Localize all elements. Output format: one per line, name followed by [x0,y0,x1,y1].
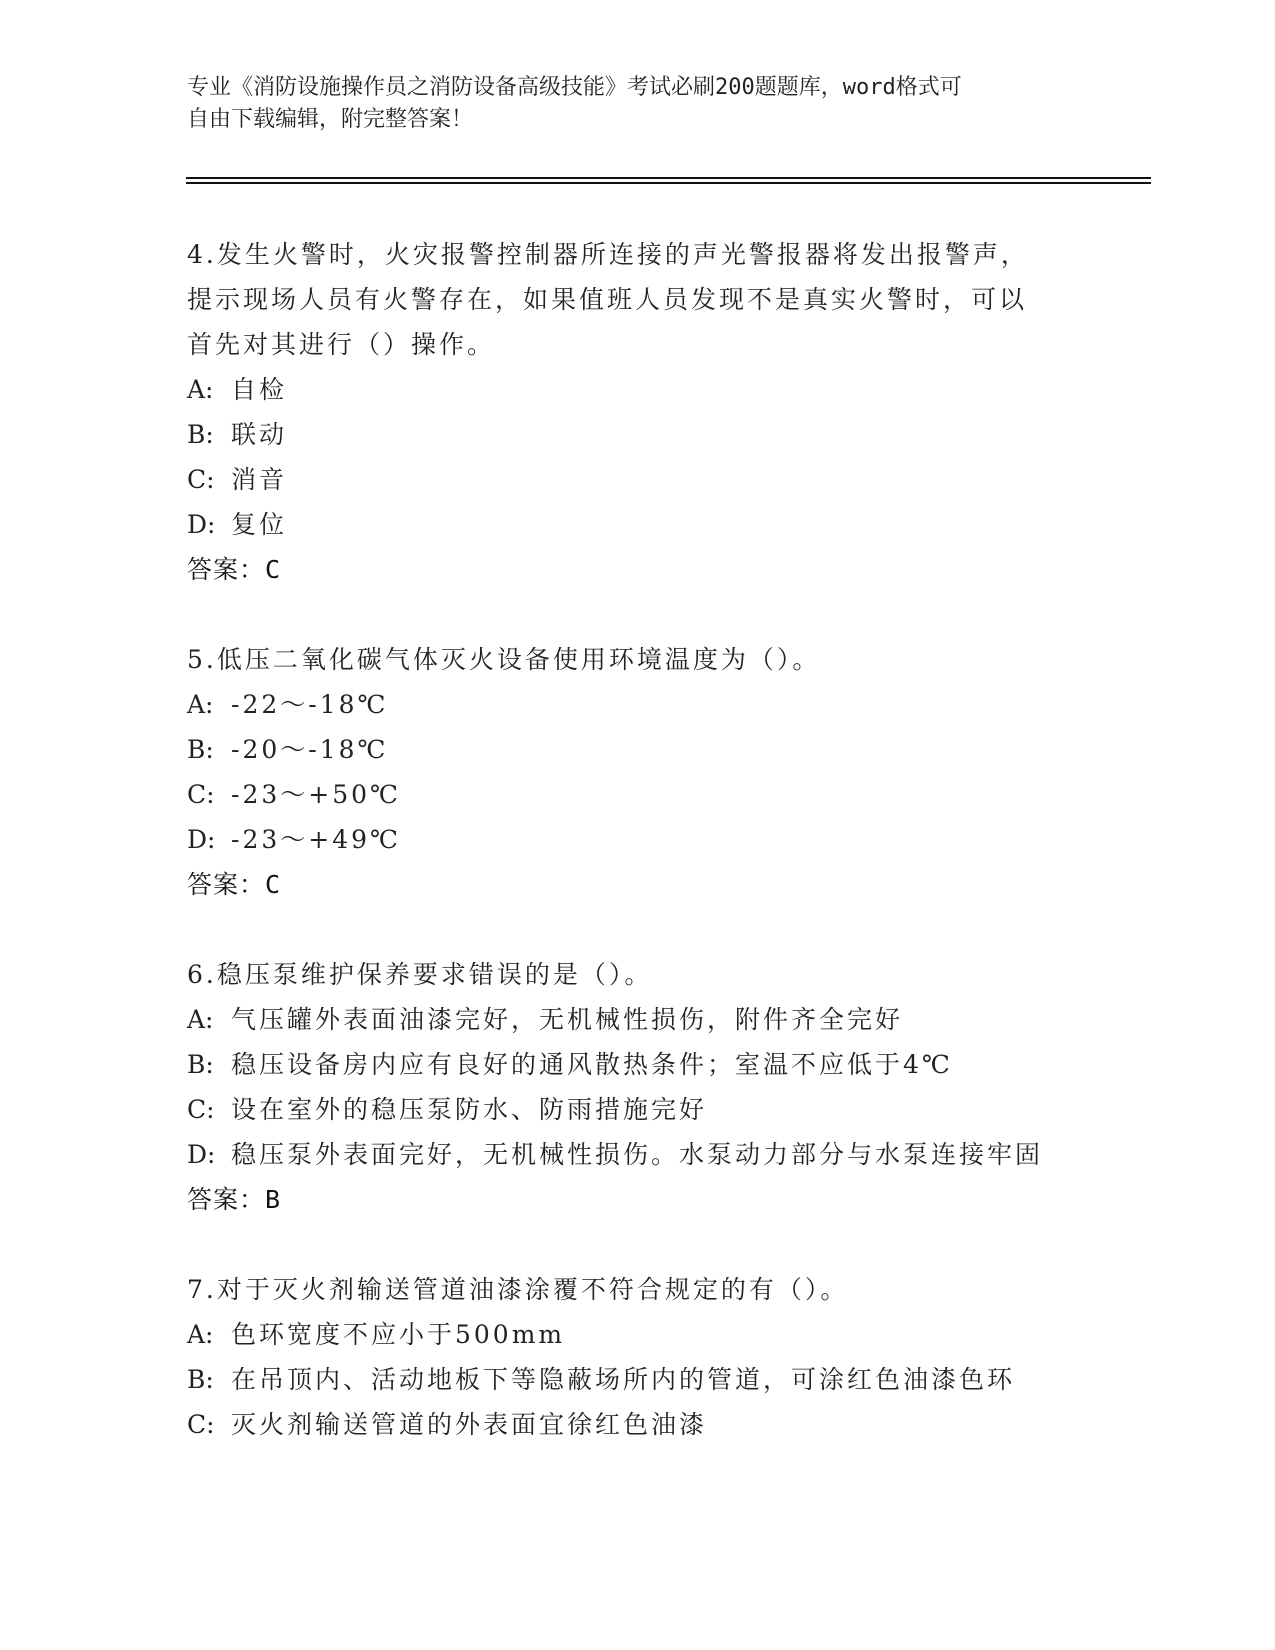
answer-value: C [265,870,282,899]
question-stem [187,637,1087,682]
option-a [187,997,1087,1042]
option-letter: D: [187,825,216,854]
option-c [187,772,1087,817]
question-list [187,232,1087,1447]
option-text: 色环宽度不应小于500mm [231,1320,566,1349]
question-7 [187,1267,1087,1447]
option-letter: C: [187,780,215,809]
answer-label: 答案： [187,555,266,584]
question-stem [187,232,1087,367]
spacer [187,907,1087,952]
option-letter: B: [187,420,214,449]
header-rule-bottom [186,182,1151,184]
option-text: 气压罐外表面油漆完好，无机械性损伤，附件齐全完好 [231,1005,904,1034]
option-letter: A: [187,690,214,719]
stem-line: 7.对于灭火剂输送管道油漆涂覆不符合规定的有（）。 [187,1275,849,1304]
option-letter: C: [187,1410,215,1439]
spacer [187,1222,1087,1267]
header-line-1: 专业《消防设施操作员之消防设备高级技能》考试必刷200题题库，word格式可 [187,75,962,100]
option-a [187,367,1087,412]
header-line-2: 自由下载编辑，附完整答案！ [187,107,474,132]
stem-line: 首先对其进行（）操作。 [187,330,496,359]
option-b [187,412,1087,457]
option-text: -23～+50℃ [231,780,401,809]
answer-label: 答案： [187,1185,266,1214]
question-stem [187,952,1087,997]
option-text: 消音 [231,465,288,494]
option-letter: C: [187,465,215,494]
document-header [187,72,1067,136]
option-text: 联动 [231,420,288,449]
answer-value: C [265,555,282,584]
option-letter: D: [187,510,216,539]
option-d [187,1132,1087,1177]
option-letter: B: [187,735,214,764]
option-letter: A: [187,1005,214,1034]
question-5 [187,637,1087,907]
stem-line: 5.低压二氧化碳气体灭火设备使用环境温度为（）。 [187,645,821,674]
question-stem [187,1267,1087,1312]
answer-line [187,1177,1087,1222]
question-4 [187,232,1087,592]
option-text: -20～-18℃ [231,735,389,764]
header-rule-top [186,177,1151,179]
option-d [187,817,1087,862]
stem-line: 提示现场人员有火警存在，如果值班人员发现不是真实火警时，可以 [187,285,1028,314]
answer-value: B [265,1185,282,1214]
option-letter: B: [187,1365,214,1394]
option-b [187,727,1087,772]
answer-line [187,862,1087,907]
option-letter: C: [187,1095,215,1124]
option-a [187,1312,1087,1357]
option-c [187,1087,1087,1132]
stem-line: 6.稳压泵维护保养要求错误的是（）。 [187,960,653,989]
option-letter: A: [187,375,214,404]
option-letter: A: [187,1320,214,1349]
option-text: 设在室外的稳压泵防水、防雨措施完好 [231,1095,708,1124]
answer-label: 答案： [187,870,266,899]
option-text: 在吊顶内、活动地板下等隐蔽场所内的管道，可涂红色油漆色环 [231,1365,1016,1394]
option-c [187,457,1087,502]
option-text: 稳压泵外表面完好，无机械性损伤。水泵动力部分与水泵连接牢固 [231,1140,1044,1169]
option-b [187,1042,1087,1087]
answer-line [187,547,1087,592]
option-text: 自检 [231,375,288,404]
option-a [187,682,1087,727]
option-text: 复位 [231,510,288,539]
question-6 [187,952,1087,1222]
option-text: 灭火剂输送管道的外表面宜徐红色油漆 [231,1410,708,1439]
stem-line: 4.发生火警时，火灾报警控制器所连接的声光警报器将发出报警声， [187,240,1029,269]
spacer [187,592,1087,637]
option-text: -23～+49℃ [231,825,401,854]
option-text: -22～-18℃ [231,690,389,719]
option-d [187,502,1087,547]
option-text: 稳压设备房内应有良好的通风散热条件；室温不应低于4℃ [231,1050,953,1079]
option-b [187,1357,1087,1402]
option-letter: B: [187,1050,214,1079]
option-c [187,1402,1087,1447]
option-letter: D: [187,1140,216,1169]
